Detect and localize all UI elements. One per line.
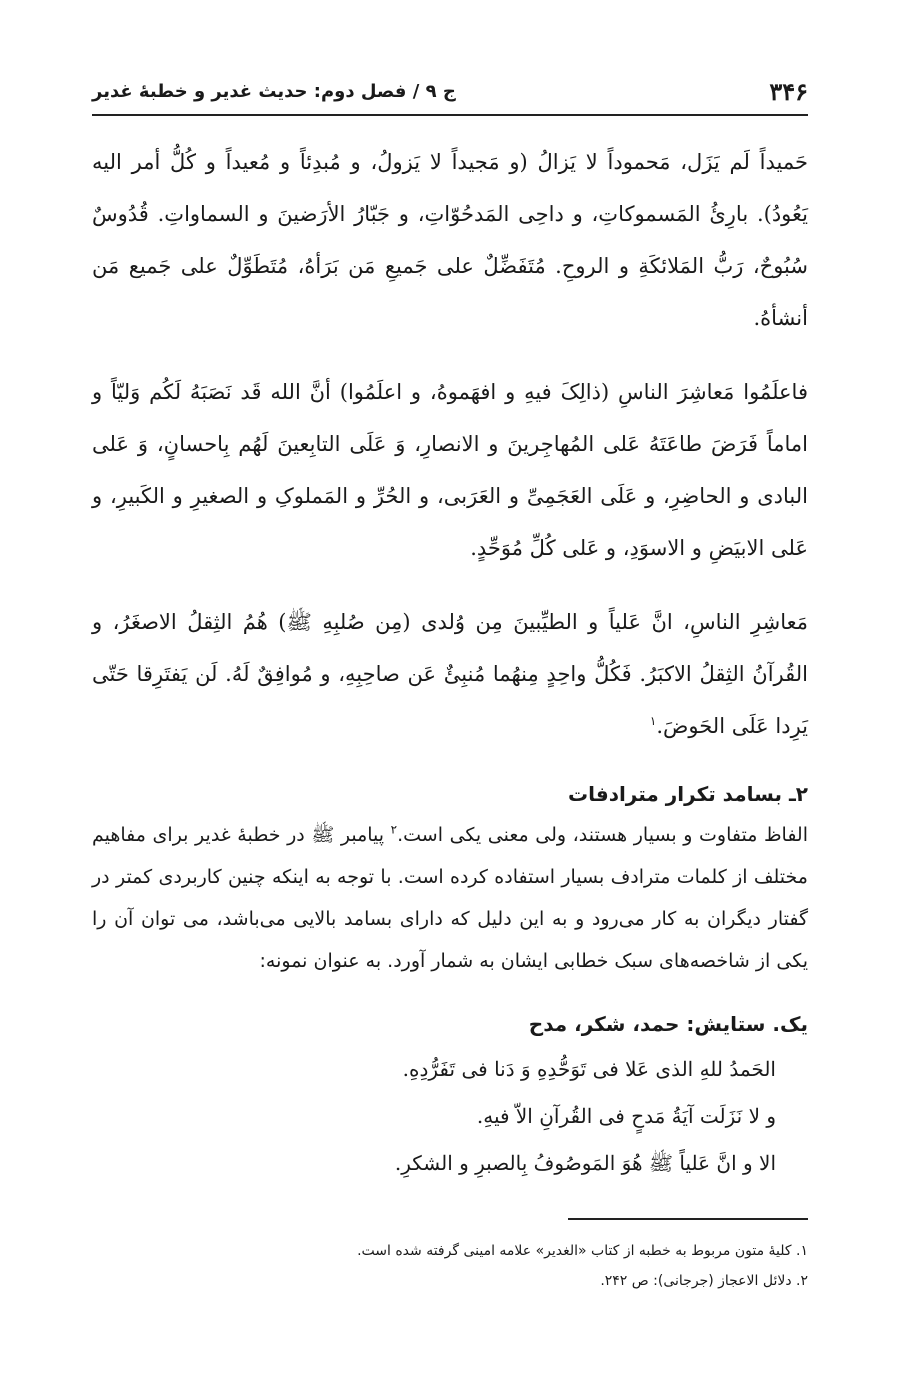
quote-line-1: الحَمدُ للهِ الذی عَلا فی تَوَحُّدِهِ وَ دَنا فی تَفَرُّدِهِ. [402,1057,776,1081]
sermon-paragraph-3 [92,596,808,752]
section-heading: ۲ـ بسامد تکرار مترادفات [567,782,808,806]
footnotes [92,1236,808,1296]
quote-line-2: و لا نَزَلَت آیَةُ مَدحٍ فی القُرآنِ الاّ فیهِ. [476,1104,776,1128]
section-body [92,814,808,982]
footnote-1: ۱. کلیهٔ متون مربوط به خطبه از کتاب «الغدیر» علامه امینی گرفته شده است. [357,1243,808,1259]
footnote-marker-1[interactable]: ۱ [649,714,657,728]
footnote-divider [568,1218,808,1220]
sermon-paragraph-1: حَمیداً لَم یَزَل، مَحموداً لا یَزالُ (و مَجیداً لا یَزولُ، و مُبدِئاً و مُعیداً و کُلُّ أمر الیه یَعُودُ). بارِئُ المَسموکاتِ، و داحِی المَدحُوّاتِ، و جَبّارُ الأرَضینَ و السماواتِ. قُدُوسٌ سُبُوحٌ، رَبُّ المَلائکَةِ و الروحِ. مُتَفَضِّلٌ علی جَمیعِ مَن بَرَأهُ، مُتَطَوِّلٌ علی جَمیع مَن أنشأهُ. [92,150,808,330]
sermon-paragraph-3-text: مَعاشِرِ الناسِ، انَّ عَلیاً و الطیِّبینَ مِن وُلدی (مِن صُلبِهِ ﷺ) هُمُ الثِقلُ الاصغَرُ، و القُرآنُ الثِقلُ الاکبَرُ. فَکُلُّ واحِدٍ مِنهُما مُنبِئٌ عَن صاحِبِهِ، و مُوافِقٌ لَهُ. لَن یَفتَرِقا حَتّی یَرِدا عَلَی الحَوضَ. [92,610,808,738]
running-title: ج ۹ / فصل دوم: حدیث غدیر و خطبهٔ غدیر [92,80,456,102]
footnote-marker-2[interactable]: ۲ [390,822,398,837]
footnote-2: ۲. دلائل الاعجاز (جرجانی): ص ۲۴۲. [600,1273,808,1289]
page-header [92,68,808,116]
section-body-part-2: پیامبر ﷺ در خطبهٔ غدیر برای مفاهیم مختلف از کلمات مترادف بسیار استفاده کرده است. با توجه به اینکه چنین کاربردی کمتر در گفتار دیگران به کار می‌رود و به این دلیل که دارای بسامد بالایی می‌باشد، می توان آن را یکی از شاخصه‌های سبک خطابی ایشان به شمار آورد. به عنوان نمونه: [92,824,808,972]
subsection-heading: یک. ستایش: حمد، شکر، مدح [528,1012,808,1036]
quote-line-3: الا و انَّ عَلیاً ﷺ هُوَ المَوصُوفُ بِالصبرِ و الشکرِ. [394,1151,776,1175]
page-number: ۳۴۶ [769,76,808,106]
section-body-part-1: الفاظ متفاوت و بسیار هستند، ولی معنی یکی است. [397,824,809,846]
main-content [92,136,808,1187]
sermon-paragraph-2: فاعلَمُوا مَعاشِرَ الناسِ (ذالِکَ فیهِ و افهَموهُ، و اعلَمُوا) أنَّ الله قَد نَصَبَهُ لَکُم وَلیّاً و اماماً فَرَضَ طاعَتَهُ عَلی المُهاجِرینَ و الانصارِ، وَ عَلَی التابِعینَ لَهُم بِاحسانٍ، وَ عَلی البادی و الحاضِرِ، و عَلَی العَجَمِیِّ و العَرَبی، و الحُرِّ و المَملوکِ و الصغیرِ و الکَبیرِ، و عَلی الابیَضِ و الاسوَدِ، و عَلی کُلِّ مُوَحِّدٍ. [92,380,808,560]
